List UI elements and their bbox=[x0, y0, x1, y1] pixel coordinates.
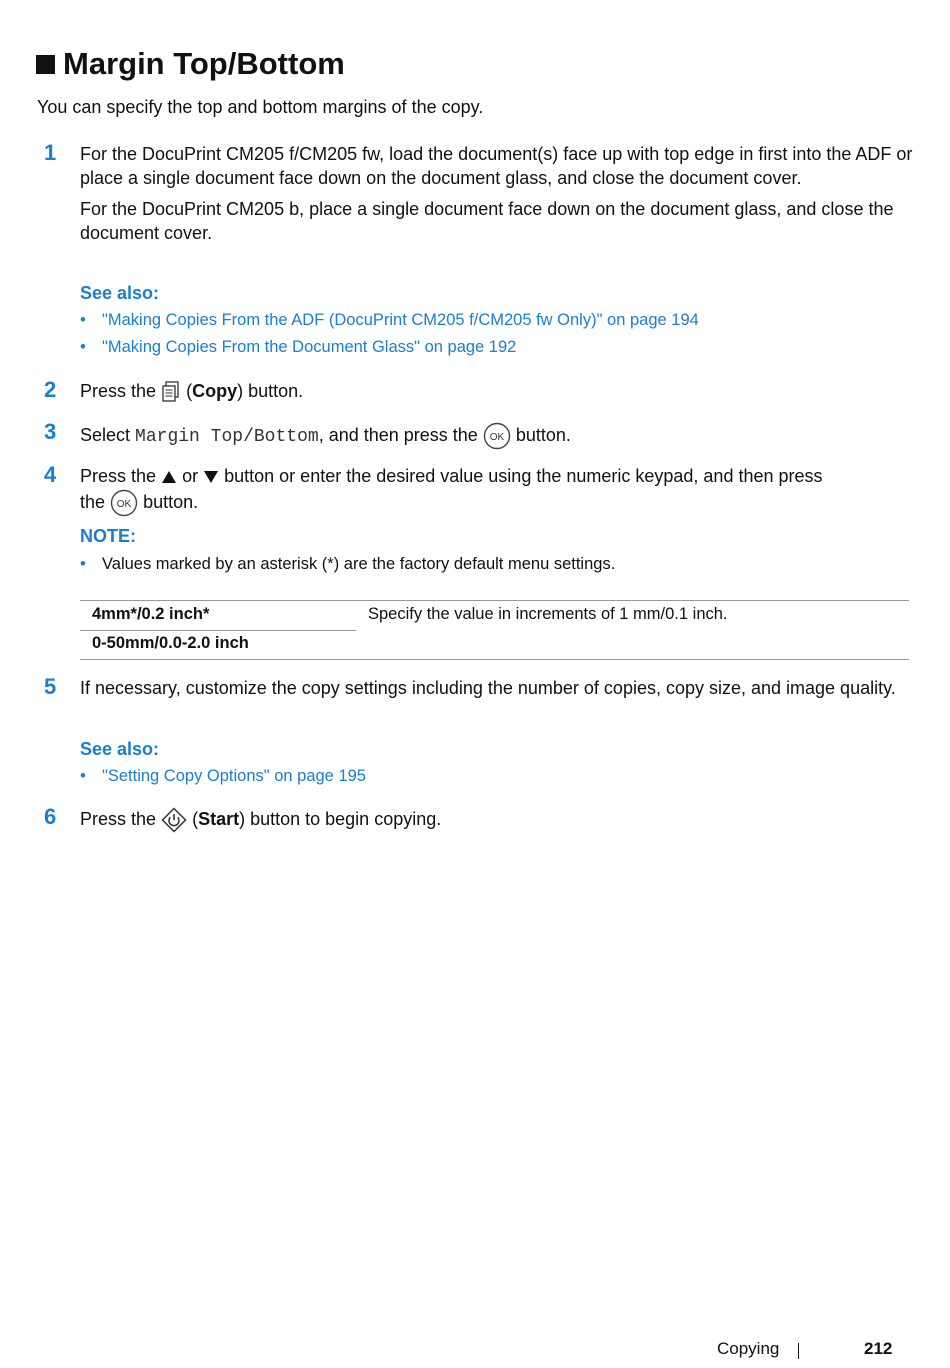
footer-divider bbox=[798, 1343, 799, 1359]
step-number: 6 bbox=[44, 804, 57, 829]
bullet-icon: • bbox=[80, 555, 86, 573]
step-2: 2 Press the (Copy) button. bbox=[44, 377, 304, 402]
copy-icon bbox=[161, 381, 181, 403]
cross-reference-link[interactable]: • "Setting Copy Options" on page 195 bbox=[80, 767, 366, 785]
table-cell-description: Specify the value in increments of 1 mm/0.1 inch. bbox=[368, 605, 728, 623]
table-cell-range: 0-50mm/0.0-2.0 inch bbox=[92, 634, 249, 652]
table-cell-default: 4mm*/0.2 inch* bbox=[92, 605, 210, 623]
footer-section-name: Copying bbox=[717, 1339, 780, 1358]
page-number: 212 bbox=[864, 1339, 893, 1358]
step-number: 2 bbox=[44, 377, 57, 402]
down-arrow-icon bbox=[203, 470, 219, 484]
bullet-icon: • bbox=[80, 338, 86, 356]
start-icon bbox=[161, 807, 187, 833]
note-label: NOTE: bbox=[80, 526, 136, 546]
cross-reference-link[interactable]: • "Making Copies From the Document Glass" on page 192 bbox=[80, 338, 517, 356]
step-5-text: If necessary, customize the copy settings including the number of copies, copy size, and image quality. bbox=[80, 678, 896, 698]
bullet-icon: • bbox=[80, 311, 86, 329]
section-heading bbox=[36, 46, 345, 82]
copy-button-label: Copy bbox=[192, 381, 238, 401]
note-item: • Values marked by an asterisk (*) are the factory default menu settings. bbox=[80, 555, 616, 573]
see-also-label: See also: bbox=[80, 283, 160, 303]
menu-item-name: Margin Top/Bottom bbox=[135, 426, 319, 447]
start-button-label: Start bbox=[198, 808, 240, 829]
step-6: 6 Press the (Start) button to begin copying. bbox=[44, 807, 914, 833]
step-number: 3 bbox=[44, 419, 57, 444]
svg-text:OK: OK bbox=[489, 432, 505, 443]
step-4: 4 Press the or button or enter the desired value using the numeric keypad, and then press the OK button. bbox=[44, 465, 914, 517]
ok-button-icon bbox=[483, 422, 511, 450]
see-also-label: See also: bbox=[80, 739, 160, 759]
bullet-icon: • bbox=[80, 767, 86, 785]
step-1-paragraph-1: For the DocuPrint CM205 f/CM205 fw, load the document(s) face up with top edge in first into the ADF or place a single document face down on the document glass, and close the document cover. bbox=[80, 144, 913, 188]
step-3: 3 Select Margin Top/Bottom, and then press the OK button. bbox=[44, 422, 914, 450]
svg-text:OK: OK bbox=[116, 498, 132, 510]
cross-reference-link[interactable]: • "Making Copies From the ADF (DocuPrint CM205 f/CM205 fw Only)" on page 194 bbox=[80, 311, 699, 329]
settings-table bbox=[80, 600, 909, 660]
square-bullet-icon bbox=[36, 55, 55, 74]
step-1 bbox=[44, 140, 914, 253]
intro-text: You can specify the top and bottom margins of the copy. bbox=[37, 97, 484, 117]
step-number: 4 bbox=[44, 462, 57, 487]
table-row-divider bbox=[80, 630, 356, 631]
step-1-paragraph-2: For the DocuPrint CM205 b, place a single document face down on the document glass, and close the document cover. bbox=[80, 199, 894, 243]
heading-text: Margin Top/Bottom bbox=[63, 46, 345, 81]
up-arrow-icon bbox=[161, 470, 177, 484]
step-number: 5 bbox=[44, 674, 57, 699]
ok-button-icon bbox=[110, 489, 138, 517]
step-number: 1 bbox=[44, 140, 57, 165]
step-5 bbox=[44, 674, 914, 709]
